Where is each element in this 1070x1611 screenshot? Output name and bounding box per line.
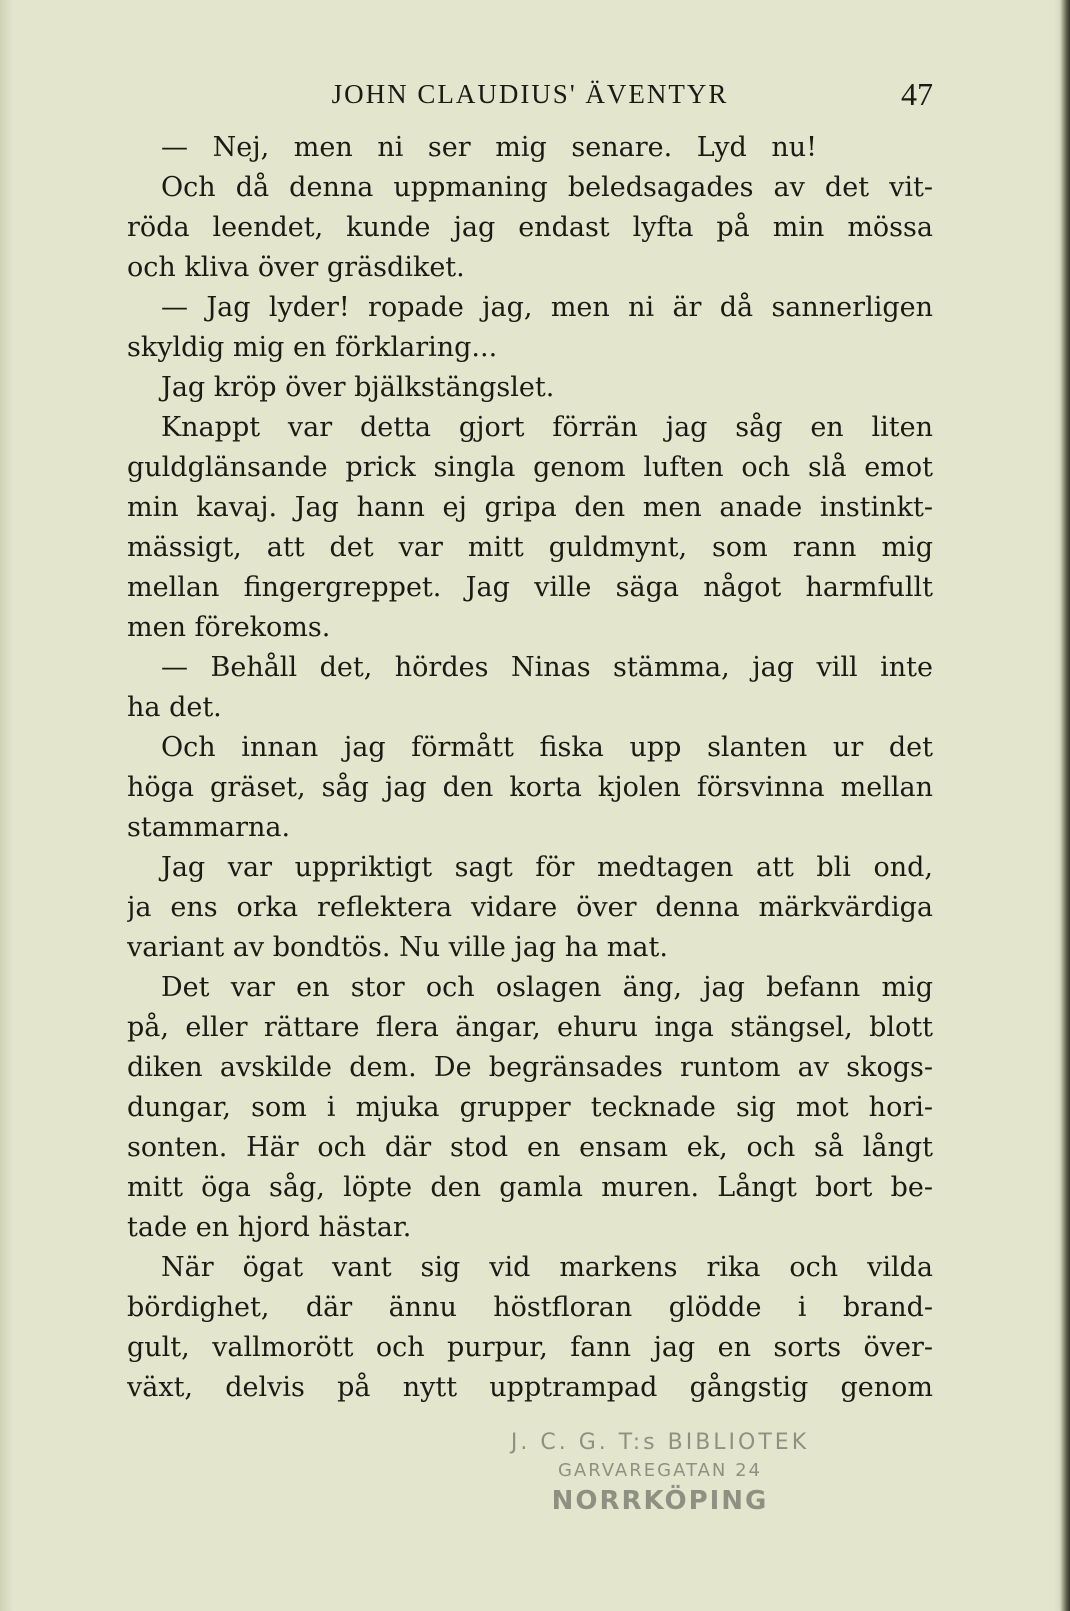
text-line: höga gräset, såg jag den korta kjolen försvinna mellan [127,772,933,803]
page-edge-right [1054,0,1070,1611]
text-line: — Jag lyder! ropade jag, men ni är då sannerligen [161,292,933,323]
text-line: min kavaj. Jag hann ej gripa den men anade instinkt- [127,492,933,523]
text-line: på, eller rättare flera ängar, ehuru inga stängsel, blott [127,1012,933,1043]
stamp-line-2: GARVAREGATAN 24 [557,1460,762,1481]
text-line: mässigt, att det var mitt guldmynt, som rann mig [127,532,933,563]
stamp-line-1: J. C. G. T:s BIBLIOTEK [510,1430,810,1455]
text-line: växt, delvis på nytt upptrampad gångstig genom [127,1372,933,1403]
page-number: 47 [901,76,933,112]
text-line: röda leendet, kunde jag endast lyfta på min mössa [127,212,933,243]
text-line: men förekoms. [127,612,331,643]
text-line: diken avskilde dem. De begränsades runtom av skogs- [127,1052,933,1083]
text-line: Jag kröp över bjälkstängslet. [161,372,555,403]
text-line: — Nej, men ni ser mig senare. Lyd nu! [161,132,817,163]
page-edge-left [0,0,14,1611]
text-line: När ögat vant sig vid markens rika och vilda [161,1252,933,1283]
text-line: Och då denna uppmaning beledsagades av det vit- [161,172,933,203]
body-text [127,128,933,1408]
text-line: — Behåll det, hördes Ninas stämma, jag vill inte [161,652,933,683]
running-head [127,78,933,118]
text-line: skyldig mig en förklaring... [127,332,498,363]
text-line: och kliva över gräsdiket. [127,252,465,283]
text-line: Knappt var detta gjort förrän jag såg en liten [161,412,933,443]
text-line: variant av bondtös. Nu ville jag ha mat. [127,932,668,963]
text-line: ja ens orka reflektera vidare över denna märkvärdiga [127,892,933,923]
text-line: Och innan jag förmått fiska upp slanten ur det [161,732,933,763]
text-line: guldglänsande prick singla genom luften och slå emot [127,452,933,483]
running-title: JOHN CLAUDIUS' ÄVENTYR [331,79,729,109]
stamp-line-3: NORRKÖPING [551,1486,769,1516]
text-line: gult, vallmorött och purpur, fann jag en sorts över- [127,1332,933,1363]
text-line: mitt öga såg, löpte den gamla muren. Långt bort be- [127,1172,933,1203]
text-line: Det var en stor och oslagen äng, jag befann mig [161,972,933,1003]
text-line: stammarna. [127,812,291,843]
text-line: tade en hjord hästar. [127,1212,412,1243]
text-line: sonten. Här och där stod en ensam ek, och så långt [127,1132,933,1163]
text-line: mellan fingergreppet. Jag ville säga något harmfullt [127,572,933,603]
text-line: ha det. [127,692,222,723]
text-line: bördighet, där ännu höstfloran glödde i brand- [127,1292,933,1323]
text-line: dungar, som i mjuka grupper tecknade sig mot hori- [127,1092,933,1123]
library-stamp [480,1428,840,1538]
text-line: Jag var uppriktigt sagt för medtagen att bli ond, [161,852,933,883]
